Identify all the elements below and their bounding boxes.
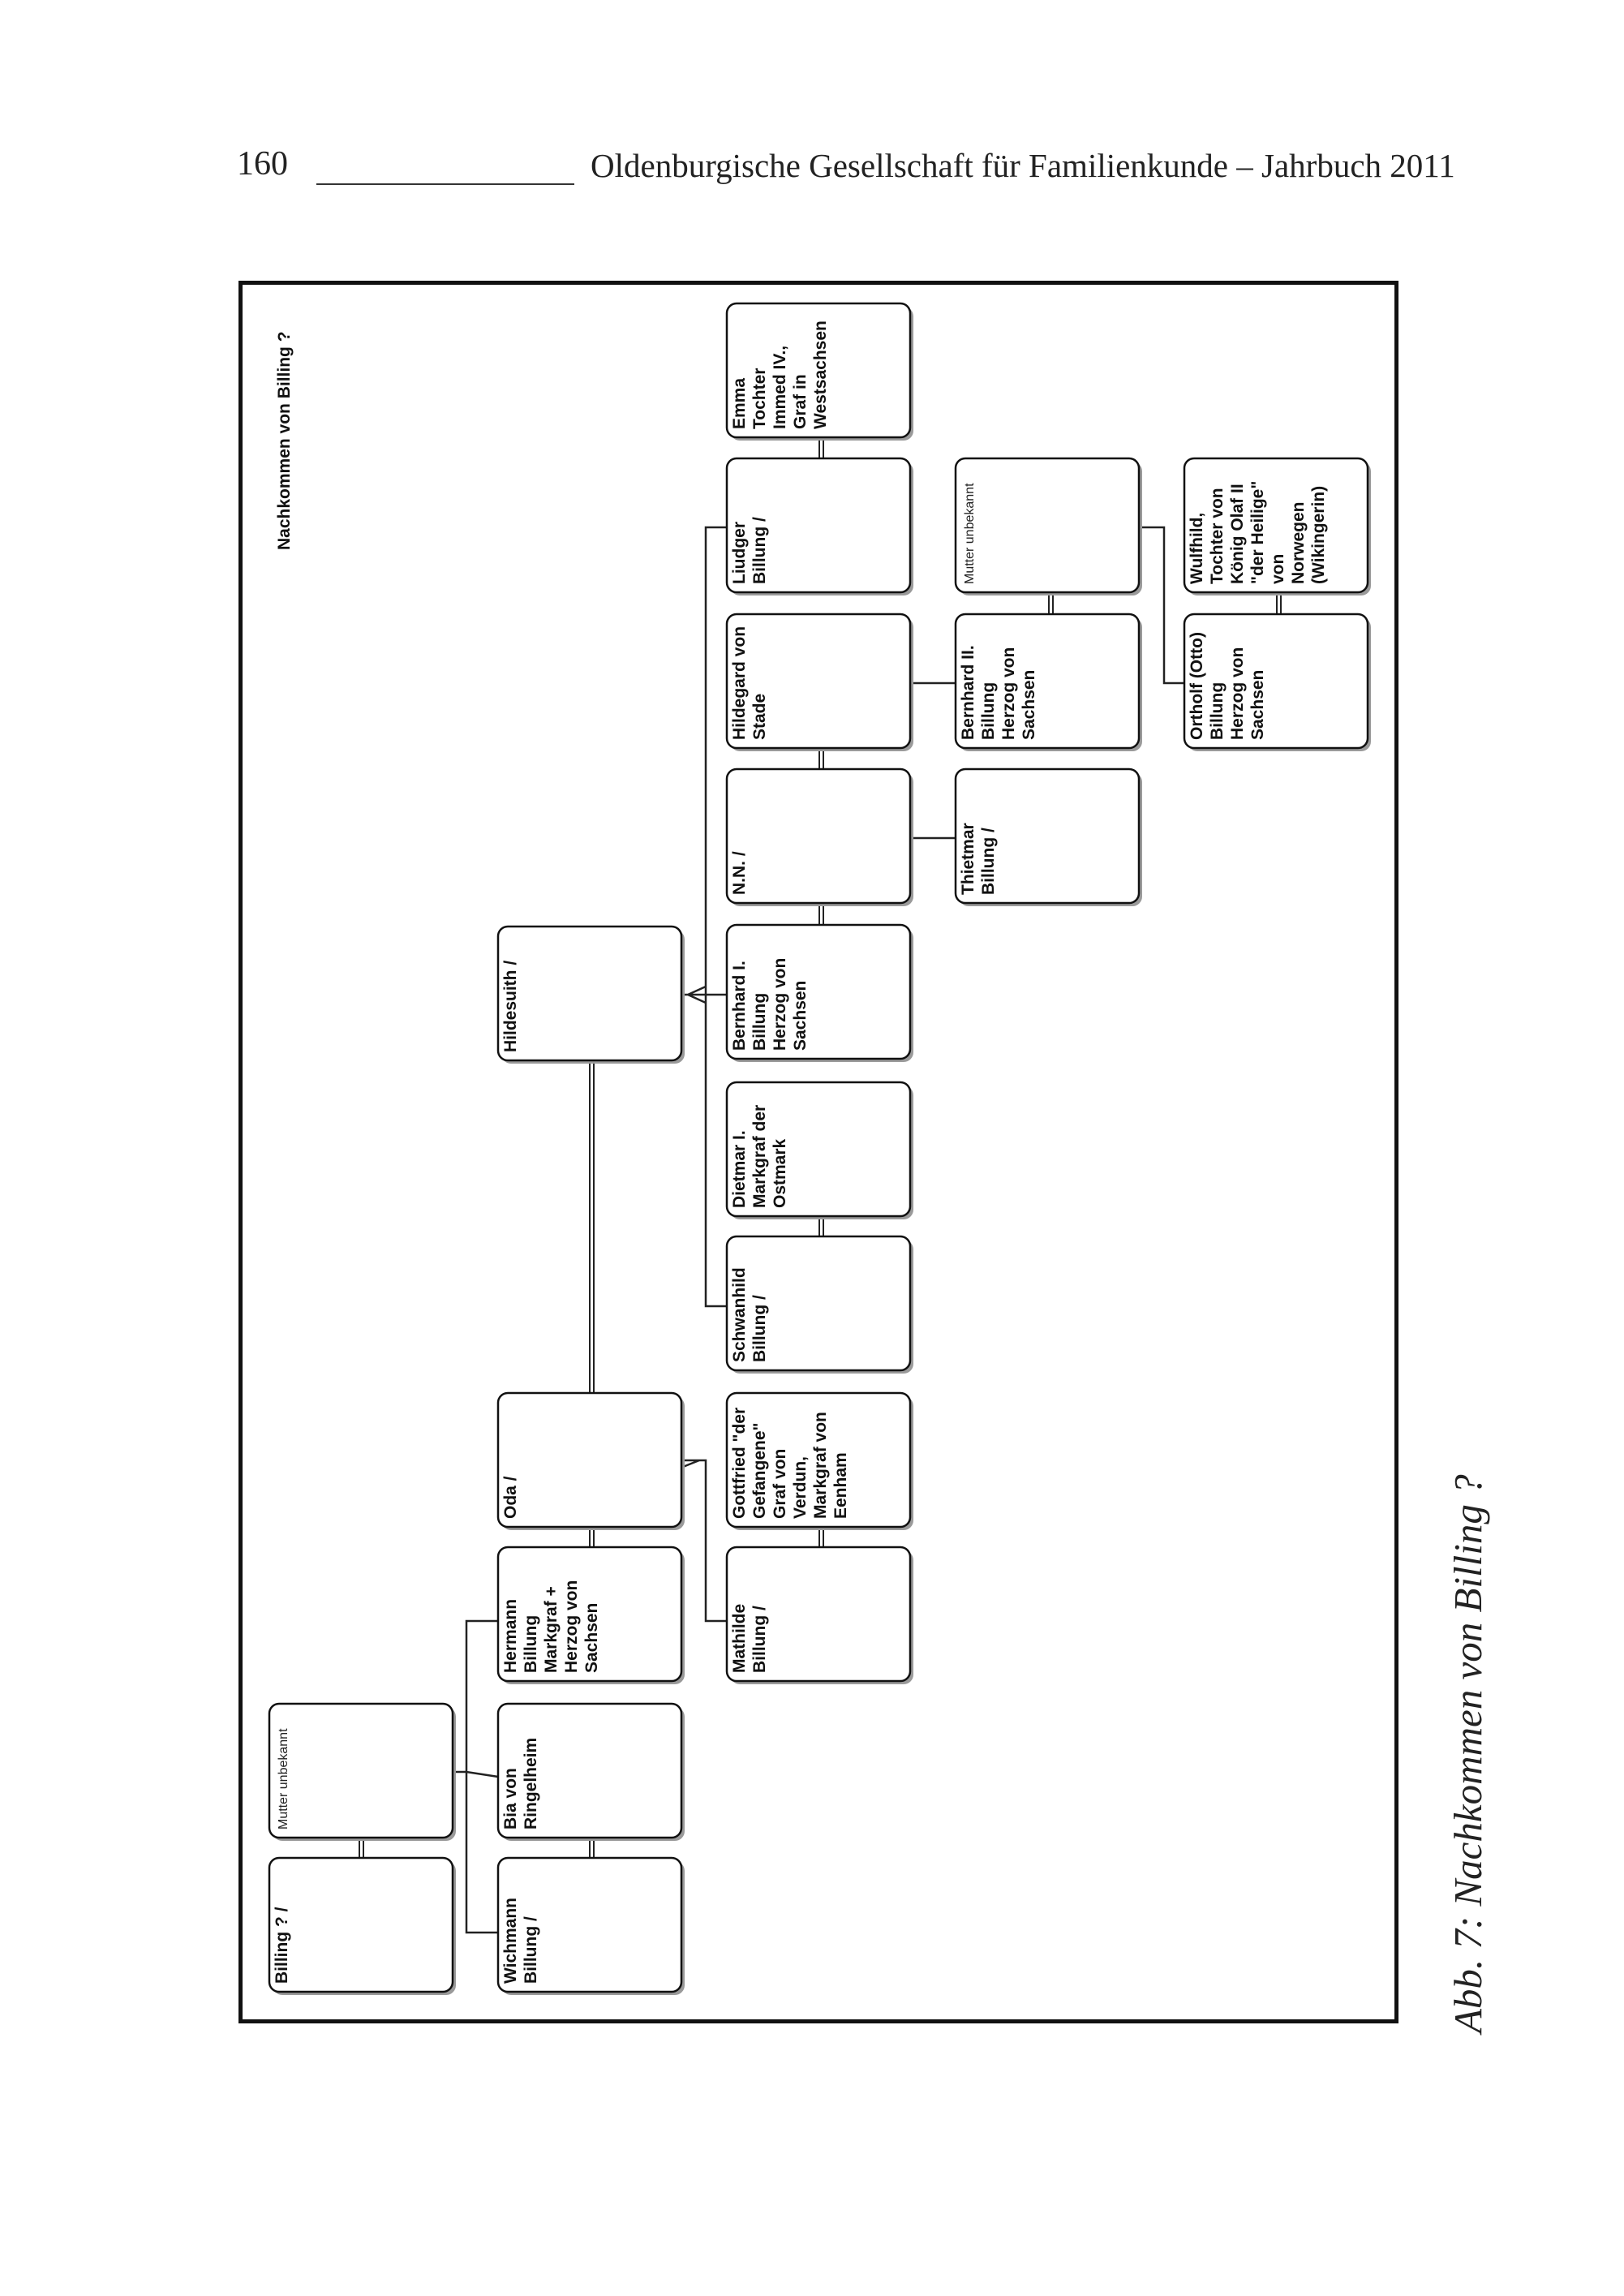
person-name-line: Ostmark [771,1138,789,1208]
person-name-line: Bernhard I. [730,961,749,1051]
page-number: 160 [237,145,288,183]
person-name-line: Dietmar I. [730,1130,749,1208]
person-name-line: N.N. / [730,851,749,895]
person-name-line: Hildegard von [730,626,749,740]
person-box-mathilde [727,1547,913,1684]
person-name-line: Schwanhild [730,1267,749,1362]
person-box-emma [727,303,913,441]
person-name [501,961,520,1052]
person-name [277,1728,290,1829]
person-name-line: König Olaf II [1228,484,1247,584]
person-name-line: Billung / [750,1606,769,1673]
person-box-hildegard [727,614,913,751]
person-name [273,1907,291,1984]
tree-title: Nachkommen von Billing ? [275,331,294,550]
person-name-line: Tochter von [1208,488,1227,584]
person-box-oda [498,1393,685,1530]
person-box-schwanhild [727,1236,913,1374]
person-name-line: Sachsen [1248,669,1267,740]
person-name-line: Sachsen [1020,669,1038,740]
person-box-dietmar [727,1082,913,1219]
person-name-line: Westsachsen [811,320,830,429]
person-name-line: Billing ? / [273,1907,291,1984]
person-name-line: Liudger [730,522,749,584]
person-name-line: Eenham [831,1452,850,1519]
running-title: Oldenburgische Gesellschaft für Familienkunde – Jahrbuch 2011 [591,147,1455,184]
person-name-line: Ortholf (Otto) [1188,632,1206,740]
person-name-line: Bia von [501,1768,520,1829]
person-box-bernhard1 [727,925,913,1062]
children-bracket [683,527,727,1306]
person-name-line: Billung / [979,828,998,895]
person-box-wichmann [498,1858,685,1995]
box-outline [269,1858,453,1992]
person-name-line: Billung / [522,1916,540,1984]
person-name-line: Mutter unbekannt [277,1728,290,1829]
person-box-hermann [498,1547,685,1684]
person-name-line: Stade [750,693,769,740]
person-box-thietmar [956,769,1142,906]
person-name [730,851,749,895]
person-name-line: Oda / [501,1476,520,1519]
person-name [963,483,977,584]
person-name-line: Herzog von [562,1580,581,1673]
box-outline [269,1704,453,1838]
person-name-line: Hermann [501,1598,520,1673]
person-box-bia [498,1704,685,1841]
box-outline [956,458,1139,592]
person-name-line: Sachsen [791,980,810,1051]
person-name-line: Immed IV., [771,345,789,429]
person-name-line: Thietmar [959,823,977,895]
person-box-wulfhild [1184,458,1371,595]
children-bracket [453,1621,498,1933]
person-name-line: Mutter unbekannt [963,483,977,584]
person-name-line: Billung / [750,517,769,584]
person-name-line: Graf in [791,374,810,429]
person-name-line: Markgraf + [542,1586,561,1673]
person-name-line: Billung [522,1615,540,1673]
person-name-line: Hildesuith / [501,960,520,1052]
person-name-line: Billung [1208,681,1227,740]
box-outline [498,927,681,1060]
person-name-line: Wulfhild, [1188,512,1206,584]
person-name-line: Mathilde [730,1603,749,1673]
person-box-mutter2 [956,458,1142,595]
person-name [501,1476,520,1519]
child-line [1141,527,1184,683]
person-box-ortholf [1184,614,1371,751]
person-name-line: Wichmann [501,1898,520,1984]
person-name-line: Billung / [750,1295,769,1362]
children-bracket [683,1460,727,1621]
person-name-line: Gefangene" [750,1422,769,1519]
person-name-line: Tochter [750,368,769,429]
person-box-hildesuith [498,927,685,1064]
person-name-line: Norwegen [1289,501,1308,584]
person-box-bernhard2 [956,614,1142,751]
person-name-line: Ringelheim [522,1737,540,1829]
person-box-liudger [727,458,913,595]
person-name-line: Herzog von [1228,647,1247,740]
person-name-line: Bernhard II. [959,645,977,740]
person-name-line: Markgraf von [811,1412,830,1519]
box-outline [498,1393,681,1527]
person-box-mutter1 [269,1704,456,1841]
person-name-line: Graf von [771,1448,789,1519]
person-name-line: Gottfried "der [730,1407,749,1519]
person-box-gottfried [727,1393,913,1530]
person-name-line: (Wikingerin) [1309,485,1328,584]
person-name-line: Verdun, [791,1455,810,1519]
person-box-nn [727,769,913,906]
person-name-line: Sachsen [582,1602,601,1673]
person-boxes [269,303,1371,1995]
person-name-line: von [1269,553,1287,584]
person-name-line: Herzog von [999,647,1018,740]
person-name-line: Billung [979,681,998,740]
person-box-billing [269,1858,456,1995]
person-name-line: Markgraf der [750,1104,769,1208]
figure-caption: Abb. 7: Nachkommen von Billing ? [1446,1474,1490,2033]
person-name-line: "der Heilige" [1248,480,1267,584]
box-outline [727,769,910,903]
person-name-line: Billung [750,992,769,1051]
person-name-line: Emma [730,377,749,429]
person-name-line: Herzog von [771,957,789,1051]
